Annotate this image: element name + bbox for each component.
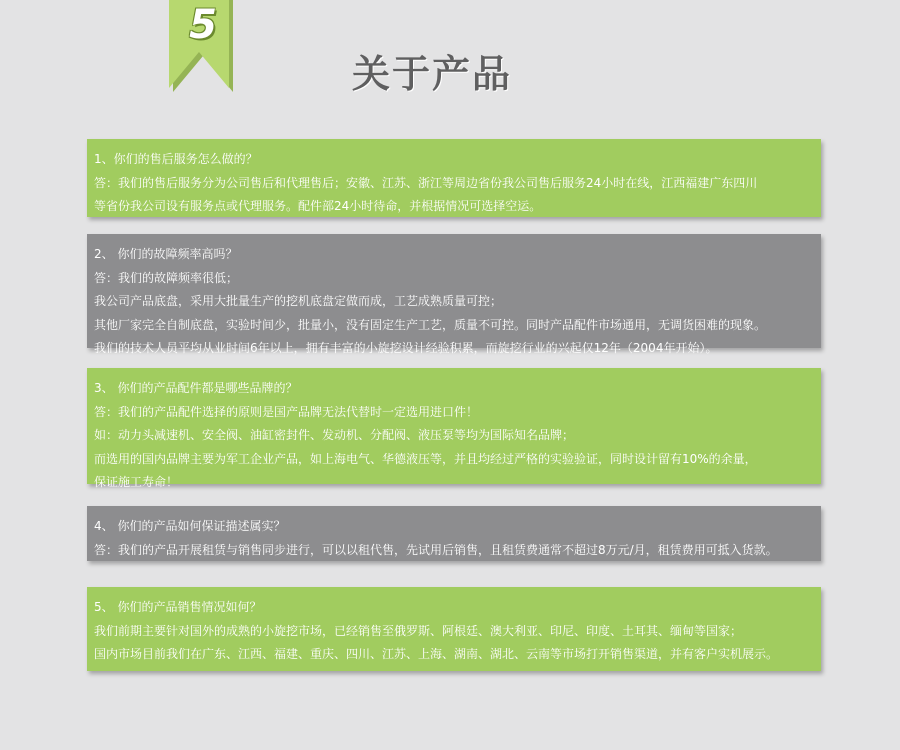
faq-card-5 <box>87 587 821 671</box>
faq-card-4 <box>87 506 821 561</box>
faq-answer-line: 保证施工寿命！ <box>94 475 179 489</box>
faq-answer-line: 答：我们的产品配件选择的原则是国产品牌无法代替时一定选用进口件！ <box>94 404 479 419</box>
faq-answer-line: 我公司产品底盘，采用大批量生产的挖机底盘定做而成，工艺成熟质量可控； <box>94 294 503 308</box>
faq-answer-line: 我们前期主要针对国外的成熟的小旋挖市场，已经销售至俄罗斯、阿根廷、澳大利亚、印尼、印度、土耳其、缅甸等国家； <box>94 623 743 638</box>
faq-answer-line: 而选用的国内品牌主要为军工企业产品，如上海电气、华德液压等，并且均经过严格的实验验证，同时设计留有10%的余量， <box>94 451 757 466</box>
faq-answer-line: 答：我们的产品开展租赁与销售同步进行，可以以租代售，先试用后销售，且租赁费通常不超过8万元/月，租赁费用可抵入货款。 <box>94 542 778 557</box>
faq-question: 3、 你们的产品配件都是哪些品牌的？ <box>94 381 298 395</box>
page-title: 关于产品 <box>352 52 513 96</box>
faq-card-2 <box>87 234 821 355</box>
faq-question: 2、 你们的故障频率高吗？ <box>94 247 238 261</box>
faq-card-3 <box>87 368 821 489</box>
faq-answer-line: 其他厂家完全自制底盘，实验时间少，批量小，没有固定生产工艺，质量不可控。同时产品配件市场通用，无调货困难的现象。 <box>94 317 767 332</box>
faq-question: 4、 你们的产品如何保证描述属实？ <box>94 519 286 533</box>
faq-answer-line: 我们的技术人员平均从业时间6年以上，拥有丰富的小旋挖设计经验积累，而旋挖行业的兴起仅12年（2004年开始）。 <box>94 341 718 355</box>
faq-question: 5、 你们的产品销售情况如何？ <box>94 600 262 614</box>
faq-answer-line: 国内市场目前我们在广东、江西、福建、重庆、四川、江苏、上海、湖南、湖北、云南等市场打开销售渠道，并有客户实机展示。 <box>94 647 779 661</box>
number-badge <box>167 0 239 95</box>
faq-question: 1、你们的售后服务怎么做的？ <box>94 152 258 166</box>
badge-number: 5 <box>189 2 217 48</box>
faq-answer-line: 答：我们的故障频率很低； <box>94 270 239 285</box>
faq-answer-line: 等省份我公司设有服务点或代理服务。配件部24小时待命，并根据情况可选择空运。 <box>94 199 542 213</box>
faq-answer-line: 如：动力头减速机、安全阀、油缸密封件、发动机、分配阀、液压泵等均为国际知名品牌； <box>94 428 575 442</box>
faq-answer-line: 答：我们的售后服务分为公司售后和代理售后；安徽、江苏、浙江等周边省份我公司售后服务24小时在线，江西福建广东四川 <box>94 175 758 190</box>
faq-card-1 <box>87 139 821 217</box>
